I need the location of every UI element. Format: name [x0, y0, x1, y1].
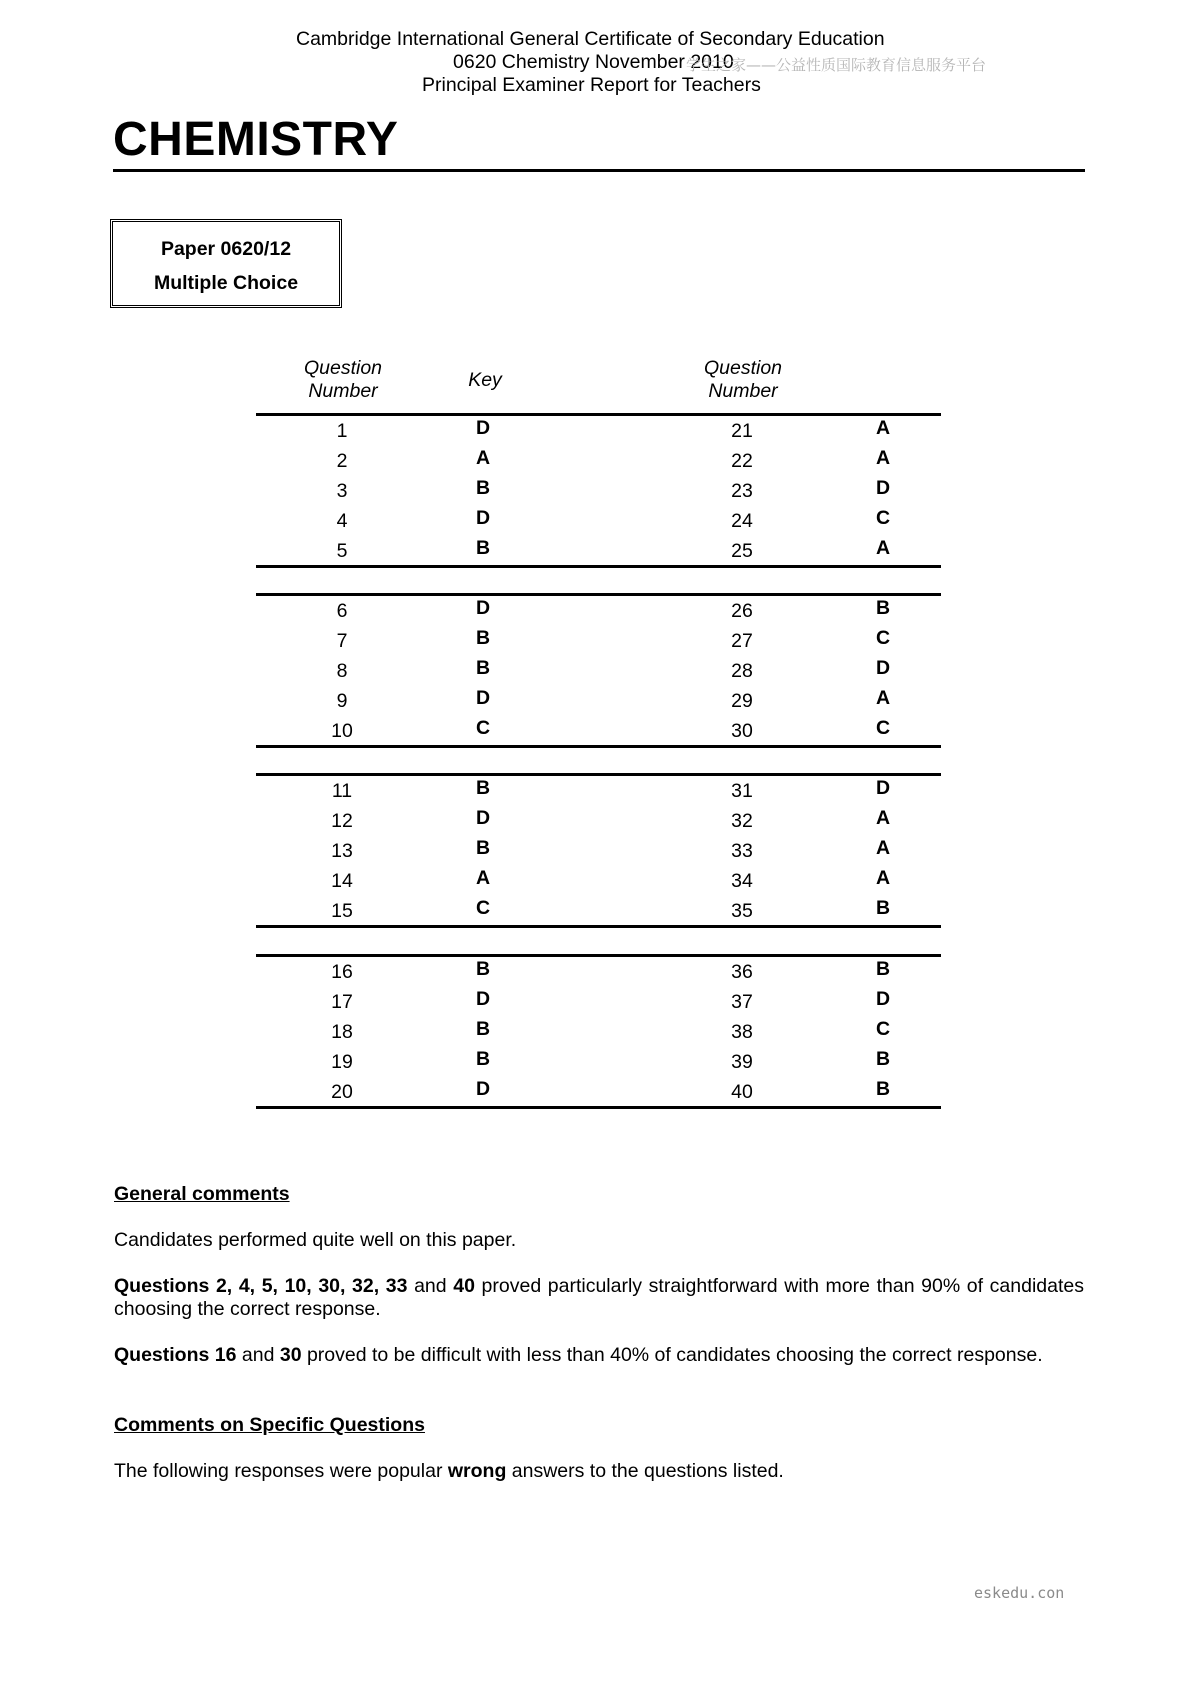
table-cell-question-number: 35 [731, 900, 753, 922]
table-cell-key-answer: B [475, 477, 491, 499]
col-head-question-right [693, 357, 793, 403]
table-cell-key-answer: B [875, 1078, 891, 1100]
table-cell-question-number: 11 [331, 780, 353, 802]
table-cell-question-number: 23 [731, 480, 753, 502]
footer-watermark: eskedu.con [974, 1584, 1065, 1602]
table-cell-key-answer: C [475, 717, 491, 739]
general-comments-heading: General comments [114, 1183, 290, 1205]
table-cell-question-number: 34 [731, 870, 753, 892]
table-cell-question-number: 14 [331, 870, 353, 892]
table-cell-question-number: 28 [731, 660, 753, 682]
table-cell-key-answer: C [875, 717, 891, 739]
table-cell-question-number: 19 [331, 1051, 353, 1073]
table-cell-key-answer: A [475, 447, 491, 469]
table-cell-key-answer: D [475, 507, 491, 529]
table-cell-key-answer: B [475, 537, 491, 559]
table-block-bottom-rule [256, 745, 941, 748]
table-cell-question-number: 39 [731, 1051, 753, 1073]
page-title: CHEMISTRY [113, 113, 399, 166]
table-cell-key-answer: D [475, 1078, 491, 1100]
table-cell-key-answer: D [475, 687, 491, 709]
table-cell-question-number: 24 [731, 510, 753, 532]
table-cell-question-number: 9 [336, 690, 348, 712]
col-head-question-line2: Number [708, 380, 778, 402]
table-cell-question-number: 10 [331, 720, 353, 742]
table-cell-key-answer: B [875, 597, 891, 619]
table-cell-question-number: 4 [336, 510, 348, 532]
paper-info-box [110, 219, 342, 308]
col-head-question-line1: Question [303, 357, 383, 379]
col-head-question-left [293, 357, 393, 403]
general-comments-p2 [114, 1275, 1084, 1321]
p3-text-a: and [236, 1344, 280, 1366]
table-cell-key-answer: A [875, 537, 891, 559]
table-cell-key-answer: A [875, 687, 891, 709]
p3-bold-b: 30 [279, 1344, 302, 1366]
specific-comments-p1 [114, 1460, 1084, 1483]
col-head-question-line1: Question [703, 357, 783, 379]
table-cell-question-number: 7 [336, 630, 348, 652]
table-cell-question-number: 15 [331, 900, 353, 922]
table-cell-question-number: 18 [331, 1021, 353, 1043]
table-cell-question-number: 20 [331, 1081, 353, 1103]
table-cell-question-number: 33 [731, 840, 753, 862]
general-comments-p3 [114, 1344, 1084, 1367]
paper-code: Paper 0620/12 [160, 238, 292, 260]
table-cell-question-number: 21 [731, 420, 753, 442]
p3-text-b: proved to be difficult with less than 40% of candidates choosing the correct response. [301, 1344, 1043, 1366]
table-cell-key-answer: B [875, 958, 891, 980]
table-cell-key-answer: B [475, 777, 491, 799]
table-block-bottom-rule [256, 565, 941, 568]
table-cell-key-answer: B [475, 1048, 491, 1070]
paper-type: Multiple Choice [153, 272, 299, 294]
table-cell-key-answer: D [875, 657, 891, 679]
table-cell-key-answer: A [475, 867, 491, 889]
table-cell-question-number: 40 [731, 1081, 753, 1103]
table-cell-key-answer: B [475, 657, 491, 679]
table-cell-key-answer: A [875, 837, 891, 859]
table-cell-question-number: 38 [731, 1021, 753, 1043]
table-cell-key-answer: D [475, 417, 491, 439]
specific-text-b: answers to the questions listed. [506, 1460, 784, 1482]
header-line-1: Cambridge International General Certificate of Secondary Education [296, 28, 885, 50]
table-block-top-rule [256, 413, 941, 416]
p2-text-b: proved particularly straightforward with more than 90% of candidates choosing the correct response. [114, 1275, 1084, 1320]
table-cell-question-number: 37 [731, 991, 753, 1013]
header-line-3: Principal Examiner Report for Teachers [422, 74, 761, 96]
specific-text-a: The following responses were popular [114, 1460, 448, 1482]
specific-comments-heading: Comments on Specific Questions [114, 1414, 425, 1436]
general-comments-p1: Candidates performed quite well on this paper. [114, 1229, 517, 1251]
header-line-2: 0620 Chemistry November 2010 [453, 51, 734, 73]
table-cell-question-number: 16 [331, 961, 353, 983]
table-cell-question-number: 26 [731, 600, 753, 622]
table-block-top-rule [256, 773, 941, 776]
table-cell-key-answer: D [875, 477, 891, 499]
table-cell-question-number: 17 [331, 991, 353, 1013]
col-head-key: Key [468, 369, 502, 391]
table-cell-key-answer: C [875, 627, 891, 649]
table-cell-key-answer: A [875, 447, 891, 469]
col-head-question-line2: Number [308, 380, 378, 402]
p3-bold-a: Questions 16 [114, 1344, 237, 1366]
specific-bold: wrong [447, 1460, 507, 1482]
table-cell-question-number: 5 [336, 540, 348, 562]
table-cell-key-answer: B [475, 1018, 491, 1040]
table-cell-key-answer: D [475, 597, 491, 619]
table-cell-key-answer: C [475, 897, 491, 919]
table-cell-question-number: 8 [336, 660, 348, 682]
table-cell-key-answer: B [475, 837, 491, 859]
table-cell-question-number: 31 [731, 780, 753, 802]
p2-bold-a: Questions 2, 4, 5, 10, 30, 32, 33 [114, 1275, 408, 1297]
table-cell-question-number: 32 [731, 810, 753, 832]
table-cell-key-answer: B [875, 1048, 891, 1070]
table-cell-key-answer: D [475, 988, 491, 1010]
table-cell-question-number: 29 [731, 690, 753, 712]
table-cell-key-answer: D [875, 988, 891, 1010]
table-cell-key-answer: B [475, 958, 491, 980]
table-cell-question-number: 25 [731, 540, 753, 562]
table-cell-key-answer: A [875, 417, 891, 439]
table-cell-key-answer: A [875, 807, 891, 829]
table-block-top-rule [256, 593, 941, 596]
table-cell-question-number: 3 [336, 480, 348, 502]
table-cell-key-answer: B [875, 897, 891, 919]
table-cell-question-number: 22 [731, 450, 753, 472]
watermark-text: 学生之家——公益性质国际教育信息服务平台 [686, 56, 987, 74]
table-cell-question-number: 30 [731, 720, 753, 742]
table-block-top-rule [256, 954, 941, 957]
table-cell-key-answer: C [875, 1018, 891, 1040]
p2-bold-b: 40 [453, 1275, 475, 1297]
table-cell-question-number: 12 [331, 810, 353, 832]
p2-text-a: and [407, 1275, 454, 1297]
table-cell-key-answer: D [475, 807, 491, 829]
table-cell-question-number: 1 [336, 420, 348, 442]
table-cell-question-number: 13 [331, 840, 353, 862]
title-rule [113, 169, 1085, 172]
table-cell-question-number: 6 [336, 600, 348, 622]
table-block-bottom-rule [256, 1106, 941, 1109]
table-cell-key-answer: A [875, 867, 891, 889]
table-cell-question-number: 2 [336, 450, 348, 472]
table-cell-question-number: 27 [731, 630, 753, 652]
table-cell-key-answer: D [875, 777, 891, 799]
table-cell-key-answer: C [875, 507, 891, 529]
table-block-bottom-rule [256, 925, 941, 928]
table-cell-question-number: 36 [731, 961, 753, 983]
table-cell-key-answer: B [475, 627, 491, 649]
